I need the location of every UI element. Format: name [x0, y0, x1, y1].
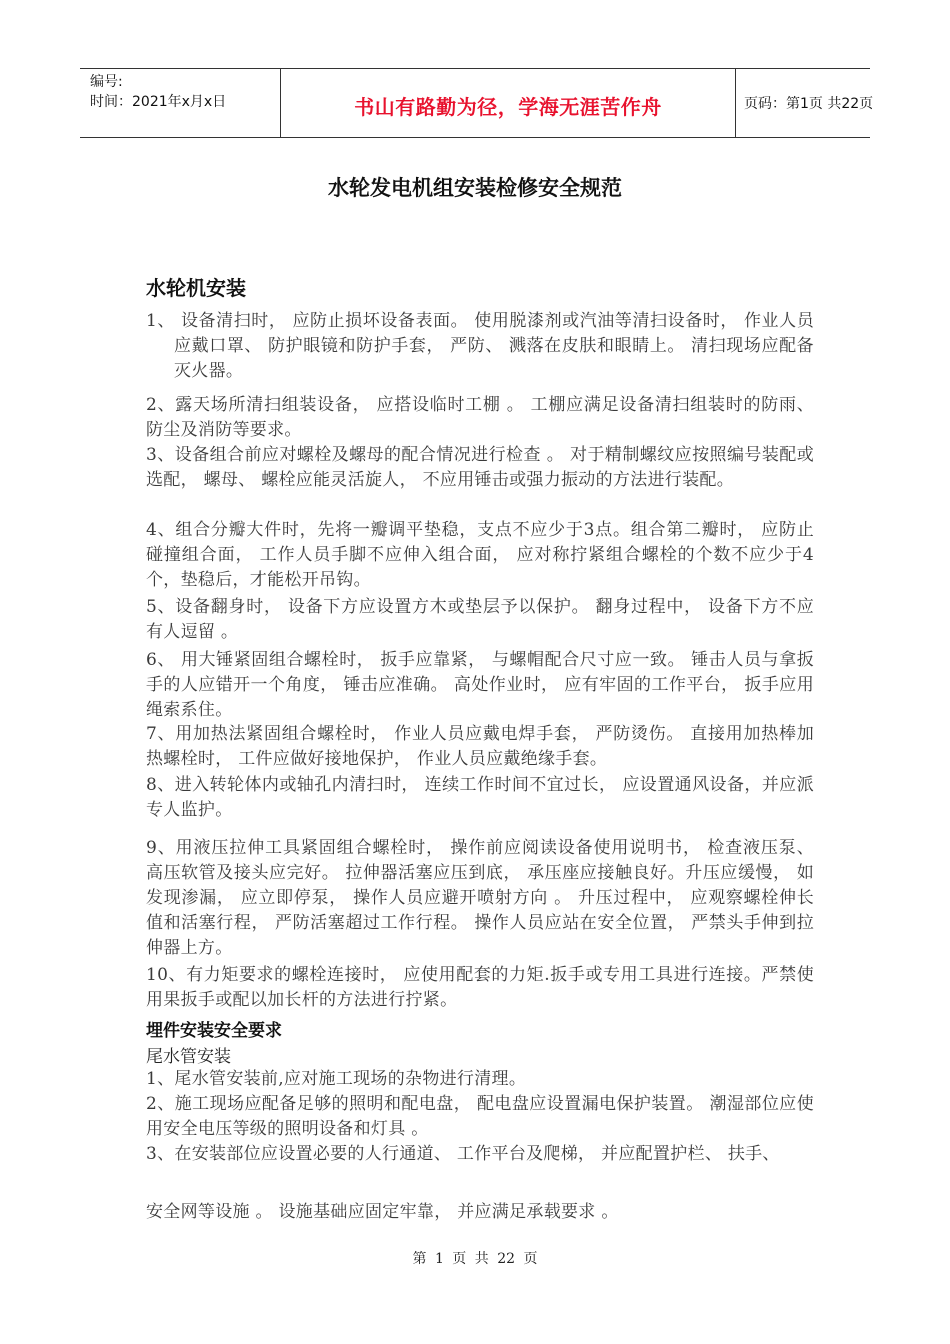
paragraph-5: 5、设备翻身时， 设备下方应设置方木或垫层予以保护。 翻身过程中， 设备下方不应有人逗留 。 — [146, 597, 814, 642]
draft-tube-item-2: 2、施工现场应配备足够的照明和配电盘， 配电盘应设置漏电保护装置。 潮湿部位应使用安全电压等级的照明设备和灯具 。 — [146, 1094, 814, 1139]
paragraph-7: 7、用加热法紧固组合螺栓时， 作业人员应戴电焊手套， 严防烫伤。 直接用加热棒加热螺栓时， 工件应做好接地保护， 作业人员应戴绝缘手套。 — [146, 724, 814, 769]
section-heading-turbine-installation: 水轮机安装 — [146, 276, 246, 300]
paragraph-6: 6、 用大锤紧固组合螺栓时， 扳手应靠紧， 与螺帽配合尺寸应一致。 锤击人员与拿扳手的人应错开一个角度， 锤击应准确。 高处作业时， 应有牢固的工作平台， 扳手应用绳索系住。 — [146, 650, 814, 720]
header-page-cell — [736, 69, 874, 137]
document-time-label: 时间：2021年x月x日 — [90, 94, 227, 110]
subsection-heading-draft-tube: 尾水管安装 — [146, 1047, 231, 1067]
paragraph-10: 10、有力矩要求的螺栓连接时， 应使用配套的力矩.扳手或专用工具进行连接。严禁使用果扳手或配以加长杆的方法进行拧紧。 — [146, 965, 814, 1010]
page-footer: 第 1 页 共 22 页 — [412, 1251, 538, 1267]
paragraph-8: 8、进入转轮体内或轴孔内清扫时， 连续工作时间不宜过长， 应设置通风设备，并应派专人监护。 — [146, 775, 814, 820]
page-header — [80, 68, 874, 138]
paragraph-9: 9、用液压拉伸工具紧固组合螺栓时， 操作前应阅读设备使用说明书， 检查液压泵、 高压软管及接头应完好。 拉伸器活塞应压到底， 承压座应接触良好。升压应缓慢， 如发现渗漏， 应立即停泵， 操作人员应避开喷射方向 。 升压过程中， 应观察螺栓伸长值和活塞行程， 严防活塞超过工作行程。 操作人员应站在安全位置， 严禁头手伸到拉伸器上方。 — [146, 838, 814, 958]
draft-tube-item-3-continued: 安全网等设施 。 设施基础应固定牢靠， 并应满足承载要求 。 — [146, 1202, 619, 1222]
paragraph-3: 3、设备组合前应对螺栓及螺母的配合情况进行检查 。 对于精制螺纹应按照编号装配或选配， 螺母、 螺栓应能灵活旋人， 不应用锤击或强力振动的方法进行装配。 — [146, 445, 814, 490]
section-heading-embedded-parts: 埋件安装安全要求 — [146, 1021, 282, 1041]
paragraph-4: 4、组合分瓣大件时，先将一瓣调平垫稳，支点不应少于3点。组合第二瓣时， 应防止碰撞组合面， 工作人员手脚不应伸入组合面， 应对称拧紧组合螺栓的个数不应少于4个，垫稳后，才能松开吊钩。 — [146, 520, 814, 590]
draft-tube-item-1: 1、尾水管安装前,应对施工现场的杂物进行清理。 — [146, 1069, 527, 1089]
header-motto: 书山有路勤为径，学海无涯苦作舟 — [354, 95, 662, 119]
header-meta-cell — [80, 69, 281, 137]
document-title: 水轮发电机组安装检修安全规范 — [328, 176, 622, 200]
paragraph-2: 2、露天场所清扫组装设备， 应搭设临时工棚 。 工棚应满足设备清扫组装时的防雨、 防尘及消防等要求。 — [146, 395, 814, 440]
document-number-label: 编号: — [90, 74, 123, 90]
header-motto-cell — [281, 69, 736, 137]
paragraph-1: 1、 设备清扫时， 应防止损坏设备表面。 使用脱漆剂或汽油等清扫设备时， 作业人员应戴口罩、 防护眼镜和防护手套， 严防、 溅落在皮肤和眼睛上。 清扫现场应配备灭火器。 — [146, 311, 814, 381]
header-page-info: 页码：第1页 共22页 — [744, 96, 874, 112]
draft-tube-item-3: 3、在安装部位应设置必要的人行通道、 工作平台及爬梯， 并应配置护栏、 扶手、 — [146, 1144, 780, 1164]
